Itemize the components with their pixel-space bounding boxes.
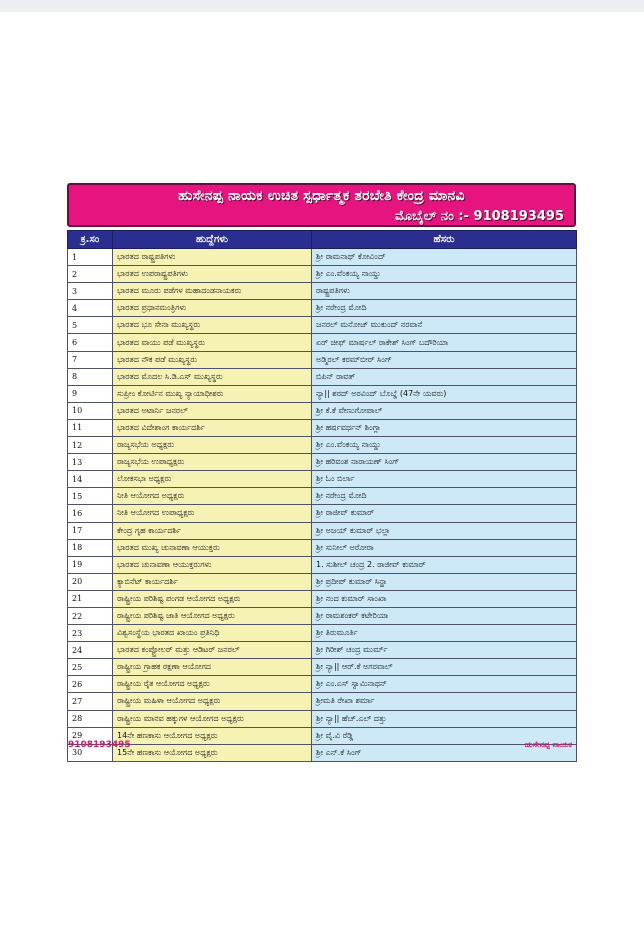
table-row [68,419,577,436]
cell-serial: 17 [68,522,113,539]
table-row [68,334,577,351]
cell-name: ಶ್ರೀ ಅಜಯ್ ಕುಮಾರ್ ಭಲ್ಲಾ [312,522,577,539]
cell-serial: 21 [68,590,113,607]
cell-post: 14ನೇ ಹಣಕಾಸು ಆಯೋಗದ ಅಧ್ಯಕ್ಷರು [113,727,312,744]
table-row [68,317,577,334]
table-row [68,402,577,419]
cell-post: ಭಾರತದ ಮೂರು ಪಡೆಗಳ ಮಹಾದಂಡನಾಯಕರು [113,283,312,300]
cell-post: ಭಾರತದ ನೌಕ ಪಡೆ ಮುಖ್ಯಸ್ಥರು [113,351,312,368]
cell-post: ಭಾರತದ ಅಟಾರ್ನಿ ಜನರಲ್ [113,402,312,419]
table-row [68,471,577,488]
cell-name: ಏರ್ ಚೀಫ್ ಮಾರ್ಷಲ್ ರಾಕೇಶ್ ಸಿಂಗ್ ಬದೌರಿಯಾ [312,334,577,351]
cell-name: ಅಡ್ಮಿರಲ್ ಕರಮ್‌ಬೀರ್ ಸಿಂಗ್ [312,351,577,368]
table-header-row [68,231,577,249]
cell-name: ಶ್ರೀ ನರೇಂದ್ರ ಮೋದಿ [312,300,577,317]
banner-title: ಹುಸೇನಪ್ಪ ನಾಯಕ ಉಚಿತ ಸ್ಪರ್ಧಾತ್ಮಕ ತರಬೇತಿ ಕೇಂದ್ರ ಮಾನವಿ [178,188,465,204]
cell-serial: 25 [68,659,113,676]
cell-serial: 9 [68,385,113,402]
footer-phone: 9108193495 [68,740,131,750]
cell-name: ಶ್ರೀ ನರೇಂದ್ರ ಮೋದಿ [312,488,577,505]
table-row [68,625,577,642]
cell-name: ಶ್ರೀಮತಿ ರೇಖಾ ಶರ್ಮಾ [312,693,577,710]
cell-post: ಭಾರತದ ವಿದೇಶಾಂಗ ಕಾರ್ಯದರ್ಶಿ [113,419,312,436]
cell-name: ಬಿಪಿನ್ ರಾವತ್ [312,368,577,385]
cell-serial: 30 [68,744,113,761]
cell-serial: 5 [68,317,113,334]
cell-post: ರಾಷ್ಟ್ರೀಯ ಪರಿಶಿಷ್ಟ ಜಾತಿ ಆಯೋಗದ ಅಧ್ಯಕ್ಷರು [113,607,312,624]
cell-post: ಭಾರತದ ಕಂಪ್ಟ್ರೋಲರ್ ಮತ್ತು ಆಡಿಟರ್ ಜನರಲ್ [113,642,312,659]
cell-post: ಭಾರತದ ಪ್ರಧಾನಮಂತ್ರಿಗಳು [113,300,312,317]
table-row [68,522,577,539]
cell-serial: 19 [68,556,113,573]
cell-post: ವಿಶ್ವಸಂಸ್ಥೆಯ ಭಾರತದ ಖಾಯಂ ಪ್ರತಿನಿಧಿ [113,625,312,642]
positions-table [67,230,577,762]
cell-name: ಶ್ರೀ ಗಿರೀಶ್ ಚಂದ್ರ ಮುರ್ಮ್ [312,642,577,659]
cell-name: ಶ್ರೀ ಎನ್.ಕೆ ಸಿಂಗ್ [312,744,577,761]
cell-post: ಭಾರತದ ಮೊದಲ ಸಿ.ಡಿ.ಎಸ್ ಮುಖ್ಯಸ್ಥರು [113,368,312,385]
table-row [68,454,577,471]
cell-post: ಕೇಂದ್ರ ಗೃಹ ಕಾರ್ಯದರ್ಶಿ [113,522,312,539]
table-row [68,283,577,300]
cell-serial: 16 [68,505,113,522]
cell-serial: 13 [68,454,113,471]
header-post: ಹುದ್ದೆಗಳು [113,231,312,249]
cell-post: 15ನೇ ಹಣಕಾಸು ಆಯೋಗದ ಅಧ್ಯಕ್ಷರು [113,744,312,761]
cell-name: ಶ್ರೀ ಪ್ರದೀಪ್ ಕುಮಾರ್ ಸಿನ್ಹಾ [312,573,577,590]
table-row [68,710,577,727]
cell-serial: 20 [68,573,113,590]
cell-name: ಶ್ರೀ ಕೆ.ಕೆ ವೇಣುಗೋಪಾಲ್ [312,402,577,419]
cell-serial: 24 [68,642,113,659]
cell-post: ಭಾರತದ ಚುನಾವಣಾ ಆಯುಕ್ತರುಗಳು [113,556,312,573]
cell-serial: 2 [68,266,113,283]
cell-serial: 18 [68,539,113,556]
cell-serial: 10 [68,402,113,419]
cell-name: ಶ್ರೀ ಎಂ.ವೆಂಕಯ್ಯ ನಾಯ್ಡು [312,266,577,283]
cell-name: ಶ್ರೀ ರಾಜೀವ್ ಕುಮಾರ್ [312,505,577,522]
cell-serial: 14 [68,471,113,488]
table-row [68,693,577,710]
cell-serial: 15 [68,488,113,505]
cell-name: ಶ್ರೀ ರಾಮಶಂಕರ್ ಕಟೇರಿಯಾ [312,607,577,624]
table-row [68,249,577,266]
cell-post: ನೀತಿ ಆಯೋಗದ ಉಪಾಧ್ಯಕ್ಷರು [113,505,312,522]
table-row [68,744,577,761]
cell-name: ಶ್ರೀ ನಂದ ಕುಮಾರ್ ಸಾಂಖಾ [312,590,577,607]
table-row [68,368,577,385]
table-row [68,266,577,283]
cell-name: 1. ಸುಶೀಲ್ ಚಂದ್ರ 2. ರಾಜೀವ್ ಕುಮಾರ್ [312,556,577,573]
cell-name: ಶ್ರೀ ರಾಮನಾಥ್ ಕೋವಿಂದ್ [312,249,577,266]
cell-name: ಶ್ರೀ ನ್ಯಾ|| ಆರ್.ಕೆ ಅಗರವಾಲ್ [312,659,577,676]
cell-name: ಶ್ರೀ ನ್ಯಾ|| ಹೆಚ್.ಎಲ್ ದತ್ತು [312,710,577,727]
cell-post: ಭಾರತದ ಭೂ ಸೇನಾ ಮುಖ್ಯಸ್ಥರು [113,317,312,334]
cell-post: ರಾಜ್ಯಸಭೆಯ ಅಧ್ಯಕ್ಷರು [113,437,312,454]
cell-name: ಶ್ರೀ ಓಂ ಬಿರ್ಲಾ [312,471,577,488]
cell-post: ಸುಪ್ರೀಂ ಕೋರ್ಟಿನ ಮುಖ್ಯ ನ್ಯಾಯಾಧೀಶರು [113,385,312,402]
table-row [68,727,577,744]
table-row [68,539,577,556]
header-serial: ಕ್ರ.ಸಂ [68,231,113,249]
table-row [68,505,577,522]
cell-serial: 28 [68,710,113,727]
cell-name: ಶ್ರೀ ಹರಿವಂಶ ನಾರಾಯಣ್ ಸಿಂಗ್ [312,454,577,471]
cell-serial: 29 [68,727,113,744]
cell-name: ಶ್ರೀ ಸುನೀಲ್ ಅರೋರಾ [312,539,577,556]
cell-post: ಭಾರತದ ವಾಯು ಪಡೆ ಮುಖ್ಯಸ್ಥರು [113,334,312,351]
table-row [68,556,577,573]
banner-phone: ಮೊಬೈಲ್ ನಂ :- 9108193495 [395,209,564,224]
cell-serial: 1 [68,249,113,266]
cell-serial: 23 [68,625,113,642]
table-row [68,351,577,368]
table-row [68,573,577,590]
cell-serial: 26 [68,676,113,693]
cell-serial: 7 [68,351,113,368]
cell-name: ಶ್ರೀ ತಿರುಮೂರ್ತಿ [312,625,577,642]
cell-serial: 3 [68,283,113,300]
cell-post: ರಾಷ್ಟ್ರೀಯ ಗ್ರಾಹಕ ರಕ್ಷಣಾ ಆಯೋಗದ [113,659,312,676]
cell-post: ರಾಷ್ಟ್ರೀಯ ಪರಿಶಿಷ್ಟ ಪಂಗಡ ಆಯೋಗದ ಅಧ್ಯಕ್ಷರು [113,590,312,607]
cell-post: ಕ್ಯಾಬಿನೆಟ್ ಕಾರ್ಯದರ್ಶಿ [113,573,312,590]
cell-name: ನ್ಯಾ|| ಶರದ್ ಅರವಿಂದ್ ಬೊಬ್ಡೆ (47ನೇ ಯವರು) [312,385,577,402]
table-row [68,676,577,693]
cell-serial: 6 [68,334,113,351]
cell-post: ಲೋಕಸಭಾ ಅಧ್ಯಕ್ಷರು [113,471,312,488]
table-row [68,659,577,676]
cell-name: ಜನರಲ್ ಮನೋಜ್ ಮುಕುಂದ್ ನರವಾನೆ [312,317,577,334]
cell-serial: 27 [68,693,113,710]
cell-post: ಭಾರತದ ಮುಖ್ಯ ಚುನಾವಣಾ ಆಯುಕ್ತರು [113,539,312,556]
table-row [68,642,577,659]
cell-name: ಶ್ರೀ ವೈ.ವಿ ರೆಡ್ಡಿ [312,727,577,744]
cell-name: ರಾಷ್ಟ್ರಪತಿಗಳು [312,283,577,300]
cell-post: ರಾಜ್ಯಸಭೆಯ ಉಪಾಧ್ಯಕ್ಷರು [113,454,312,471]
table-row [68,590,577,607]
cell-serial: 4 [68,300,113,317]
cell-post: ರಾಷ್ಟ್ರೀಯ ಮಹಿಳಾ ಆಯೋಗದ ಅಧ್ಯಕ್ಷರು [113,693,312,710]
cell-name: ಶ್ರೀ ಹರ್ಷವರ್ಧನ್ ಶಿಂಗ್ಲಾ [312,419,577,436]
table-row [68,300,577,317]
cell-name: ಶ್ರೀ ಎಂ.ಎಸ್ ಸ್ವಾಮಿನಾಥನ್ [312,676,577,693]
header-name: ಹೆಸರು [312,231,577,249]
cell-post: ಭಾರತದ ರಾಷ್ಟ್ರಪತಿಗಳು [113,249,312,266]
table-row [68,488,577,505]
table-row [68,607,577,624]
top-status-strip [0,0,644,12]
cell-post: ಭಾರತದ ಉಪರಾಷ್ಟ್ರಪತಿಗಳು [113,266,312,283]
cell-serial: 22 [68,607,113,624]
cell-serial: 8 [68,368,113,385]
table-row [68,437,577,454]
cell-name: ಶ್ರೀ ಎಂ.ವೆಂಕಯ್ಯ ನಾಯ್ಡು [312,437,577,454]
cell-post: ರಾಷ್ಟ್ರೀಯ ಮಾನವ ಹಕ್ಕುಗಳ ಆಯೋಗದ ಅಧ್ಯಕ್ಷರು [113,710,312,727]
cell-serial: 12 [68,437,113,454]
cell-post: ರಾಷ್ಟ್ರೀಯ ರೈತ ಆಯೋಗದ ಅಧ್ಯಕ್ಷರು [113,676,312,693]
cell-post: ನೀತಿ ಆಯೋಗದ ಅಧ್ಯಕ್ಷರು [113,488,312,505]
cell-serial: 11 [68,419,113,436]
header-banner [67,183,576,227]
table-row [68,385,577,402]
footer-author: ಹುಸೇನಪ್ಪ ನಾಯಕ [524,740,572,749]
